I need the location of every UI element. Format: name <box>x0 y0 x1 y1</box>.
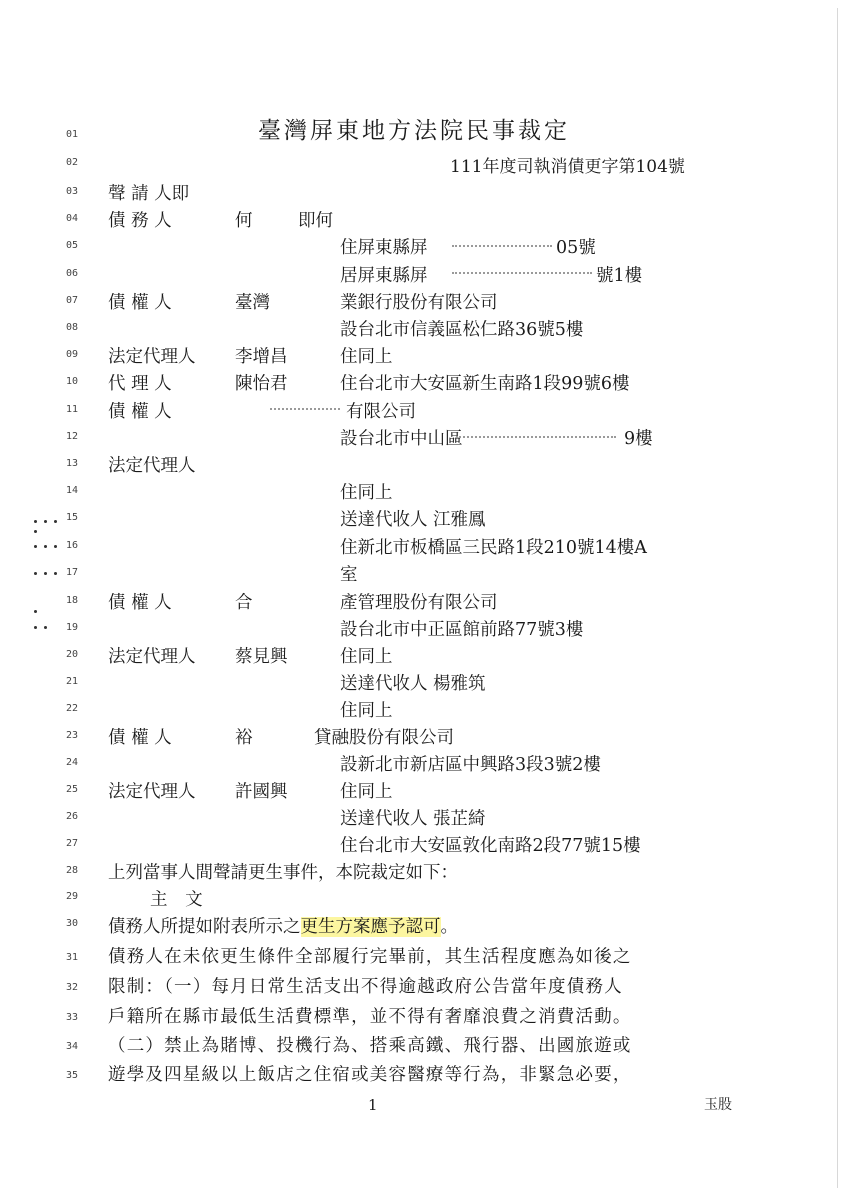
line-number: 14 <box>66 485 79 496</box>
document-title: 臺灣屏東地方法院民事裁定 <box>258 118 570 144</box>
line-number: 35 <box>66 1070 79 1081</box>
line-number: 33 <box>66 1012 79 1023</box>
line-number: 29 <box>66 891 79 902</box>
scan-speck <box>54 520 57 523</box>
service-receiver-address: 住新北市板橋區三民路1段210號14樓A <box>340 538 647 558</box>
line-number: 19 <box>66 622 79 633</box>
debtor-address-tail: 05號 <box>556 238 596 258</box>
creditor-name-tail: 業銀行股份有限公司 <box>340 293 498 313</box>
creditor-name-tail: 貸融股份有限公司 <box>314 728 454 748</box>
scan-speck <box>44 545 47 548</box>
legal-rep-label: 法定代理人 <box>108 647 196 667</box>
ruling-paragraph-line: 債務人在未依更生條件全部履行完畢前，其生活程度應為如後之 <box>108 947 632 967</box>
line-number: 01 <box>66 129 79 140</box>
line-number: 28 <box>66 865 79 876</box>
agent-label: 代 理 人 <box>108 374 172 394</box>
line-number: 34 <box>66 1041 79 1052</box>
line-number: 12 <box>66 431 79 442</box>
redaction-mark <box>452 245 552 250</box>
creditor-name-tail: 產管理股份有限公司 <box>340 593 498 613</box>
line-number: 08 <box>66 322 79 333</box>
line-number: 22 <box>66 703 79 714</box>
ruling-intro: 上列當事人間聲請更生事件，本院裁定如下： <box>108 863 458 883</box>
highlighted-ruling: 更生方案應予認可 <box>300 917 441 937</box>
creditor-address: 設台北市中山區 <box>340 429 463 449</box>
page-number: 1 <box>368 1096 378 1114</box>
legal-rep-name: 李增昌 <box>235 347 288 367</box>
redaction-mark <box>456 436 616 441</box>
debtor-name: 何 <box>235 211 253 231</box>
service-receiver-address: 住台北市大安區敦化南路2段77號15樓 <box>340 836 641 856</box>
creditor-address: 設台北市中正區館前路77號3樓 <box>340 620 584 640</box>
line-number: 05 <box>66 240 79 251</box>
line-number: 32 <box>66 982 79 993</box>
case-number: 111年度司執消債更字第104號 <box>450 157 685 177</box>
line-number: 07 <box>66 295 79 306</box>
creditor-name: 裕 <box>235 728 253 748</box>
creditor-name: 臺灣 <box>235 293 270 313</box>
line-number: 31 <box>66 952 79 963</box>
scan-speck <box>34 572 37 575</box>
ruling-main-line <box>108 913 708 938</box>
scan-page-edge <box>837 8 838 1188</box>
line-number: 30 <box>66 918 79 929</box>
scan-speck <box>34 626 37 629</box>
agent-name: 陳怡君 <box>235 374 288 394</box>
ruling-paragraph-line: 限制：（一）每月日常生活支出不得逾越政府公告當年度債務人 <box>108 977 623 997</box>
line-number: 17 <box>66 567 79 578</box>
court-unit-label: 玉股 <box>704 1097 732 1113</box>
line-number: 25 <box>66 784 79 795</box>
creditor-name: 有限公司 <box>346 402 416 422</box>
redaction-mark <box>270 408 340 413</box>
service-receiver-address: 住同上 <box>340 701 393 721</box>
service-receiver: 送達代收人 張芷綺 <box>340 809 486 829</box>
creditor-name: 合 <box>235 593 253 613</box>
legal-rep-address: 住同上 <box>340 647 393 667</box>
ruling-main-text: 債務人所提如附表所示之 <box>108 917 301 937</box>
line-number: 02 <box>66 157 79 168</box>
scan-speck <box>34 545 37 548</box>
scan-speck <box>44 572 47 575</box>
line-number: 26 <box>66 811 79 822</box>
debtor-residence: 居屏東縣屏 <box>340 266 428 286</box>
legal-rep-name: 許國興 <box>235 782 288 802</box>
ruling-main-end: 。 <box>440 917 458 937</box>
line-number: 11 <box>66 404 79 415</box>
line-number: 23 <box>66 730 79 741</box>
line-number: 21 <box>66 676 79 687</box>
legal-rep-address: 住同上 <box>340 347 393 367</box>
legal-rep-label: 法定代理人 <box>108 347 196 367</box>
debtor-residence-tail: 號1樓 <box>596 266 643 286</box>
line-number: 09 <box>66 349 79 360</box>
ruling-paragraph-line: 戶籍所在縣市最低生活費標準，並不得有奢靡浪費之消費活動。 <box>108 1007 632 1027</box>
creditor-label: 債 權 人 <box>108 728 172 748</box>
line-number: 27 <box>66 838 79 849</box>
line-number: 18 <box>66 595 79 606</box>
legal-rep-name: 蔡見興 <box>235 647 288 667</box>
debtor-label: 債 務 人 <box>108 211 172 231</box>
scan-speck <box>44 626 47 629</box>
creditor-label: 債 權 人 <box>108 402 172 422</box>
service-receiver: 送達代收人 江雅鳳 <box>340 510 486 530</box>
scan-speck <box>44 520 47 523</box>
line-number: 06 <box>66 268 79 279</box>
line-number: 16 <box>66 540 79 551</box>
legal-rep-label: 法定代理人 <box>108 782 196 802</box>
scan-speck <box>54 572 57 575</box>
line-number: 24 <box>66 757 79 768</box>
legal-rep-label: 法定代理人 <box>108 456 196 476</box>
creditor-label: 債 權 人 <box>108 593 172 613</box>
creditor-address: 設新北市新店區中興路3段3號2樓 <box>340 755 601 775</box>
line-number: 03 <box>66 186 79 197</box>
debtor-name-suffix: 即何 <box>298 211 333 231</box>
legal-rep-address: 住同上 <box>340 483 393 503</box>
scan-speck <box>54 545 57 548</box>
creditor-address: 設台北市信義區松仁路36號5樓 <box>340 320 584 340</box>
line-number: 20 <box>66 649 79 660</box>
agent-address: 住台北市大安區新生南路1段99號6樓 <box>340 374 630 394</box>
ruling-paragraph-line: 遊學及四星級以上飯店之住宿或美容醫療等行為，非緊急必要， <box>108 1065 632 1085</box>
line-number: 10 <box>66 376 79 387</box>
service-receiver: 送達代收人 楊雅筑 <box>340 674 486 694</box>
scan-speck <box>34 530 37 533</box>
redaction-mark <box>452 272 592 277</box>
ruling-paragraph-line: （二）禁止為賭博、投機行為、搭乘高鐵、飛行器、出國旅遊或 <box>108 1036 632 1056</box>
service-receiver-address-tail: 室 <box>340 565 358 585</box>
line-number: 04 <box>66 213 79 224</box>
applicant-label: 聲 請 人即 <box>108 184 190 204</box>
line-number: 13 <box>66 458 79 469</box>
debtor-address: 住屏東縣屏 <box>340 238 428 258</box>
line-number: 15 <box>66 512 79 523</box>
main-text-heading: 主 文 <box>150 890 209 910</box>
scan-speck <box>34 520 37 523</box>
legal-rep-address: 住同上 <box>340 782 393 802</box>
creditor-address-tail: 9樓 <box>624 429 653 449</box>
scan-speck <box>34 610 37 613</box>
creditor-label: 債 權 人 <box>108 293 172 313</box>
